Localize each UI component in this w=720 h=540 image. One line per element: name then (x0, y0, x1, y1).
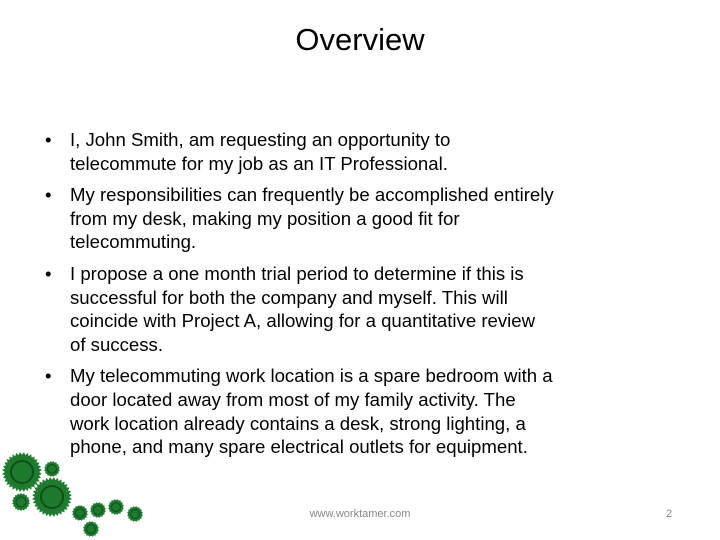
bullet-item (45, 183, 695, 254)
gear-icon (2, 452, 42, 492)
bullet-item (45, 128, 695, 175)
bullet-text-line: coincide with Project A, allowing for a quantitative review (70, 310, 536, 332)
bullet-text-line: successful for both the company and myself. This will (70, 286, 508, 308)
bullet-text-line: I, John Smith, am requesting an opportunity to (70, 129, 451, 150)
bullet-dot: • (45, 262, 52, 284)
bullet-text-line: door located away from most of my family activity. The (70, 388, 516, 410)
bullet-dot: • (45, 129, 52, 150)
bullet-text-line: My telecommuting work location is a spare bedroom with a (70, 365, 553, 387)
bullet-text-line: I propose a one month trial period to determine if this is (70, 262, 524, 284)
footer-url: www.worktamer.com (309, 508, 411, 520)
bullet-text-line: My responsibilities can frequently be accomplished entirely (70, 184, 554, 206)
bullet-text-line: telecommuting. (70, 231, 197, 253)
page-number: 2 (666, 508, 673, 520)
gears-decoration-icon (0, 440, 160, 540)
bullet-text-line: from my desk, making my position a good fit for (70, 207, 460, 229)
bullet-text-line: telecommute for my job as an IT Professional. (70, 152, 448, 174)
bullet-dot: • (45, 365, 52, 387)
bullet-dot: • (45, 184, 52, 206)
bullet-list (45, 128, 695, 467)
bullet-text-line: phone, and many spare electrical outlets for equipment. (70, 436, 528, 458)
slide-title: Overview (295, 22, 425, 57)
gear-icon (44, 461, 60, 477)
bullet-item (45, 262, 695, 356)
bullet-text-line: of success. (70, 333, 164, 355)
gear-icon (83, 521, 99, 537)
bullet-text-line: work location already contains a desk, strong lighting, a (70, 412, 526, 434)
